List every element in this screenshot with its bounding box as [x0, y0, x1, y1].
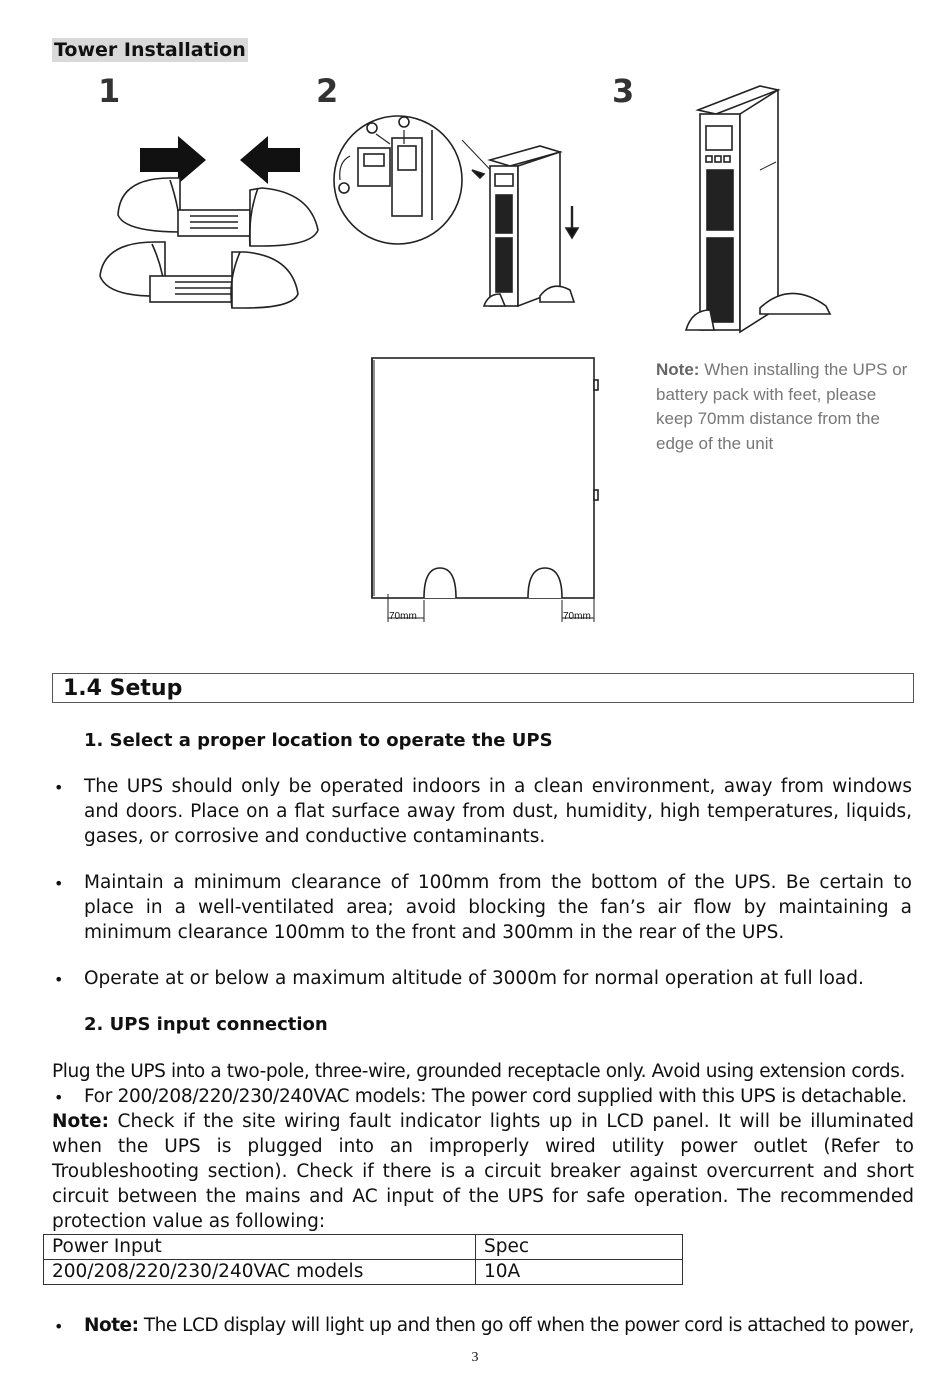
tower-installation-illustration — [0, 70, 950, 640]
push-arrow-left-icon — [240, 136, 300, 184]
ups-tower-unit-step2 — [472, 146, 578, 306]
note-text: When installing the UPS or battery pack with feet, please keep 70mm distance from the edge of the unit — [656, 360, 908, 453]
protection-spec-table — [43, 1234, 683, 1285]
table-header-row — [44, 1235, 683, 1260]
bullet-icon: • — [54, 874, 64, 893]
lcd-note — [84, 1313, 914, 1338]
bullet-icon: • — [54, 778, 64, 797]
section-title-box — [52, 673, 914, 703]
subheading-location: 1. Select a proper location to operate the UPS — [84, 730, 553, 751]
dimension-label-left: 70mm — [389, 611, 417, 622]
table-cell-models: 200/208/220/230/240VAC models — [44, 1260, 476, 1285]
wiring-note — [52, 1109, 914, 1234]
dimension-label-right: 70mm — [563, 611, 591, 622]
foot-stand-pair-bottom — [100, 242, 298, 308]
lcd-note-text: The LCD display will light up and then go off when the power cord is attached to power, — [143, 1315, 914, 1336]
step-number-1: 1 — [98, 72, 121, 110]
installation-note — [656, 358, 916, 456]
bullet-text-altitude: Operate at or below a maximum altitude of 3000m for normal operation at full load. — [84, 968, 864, 989]
tower-installation-heading: Tower Installation — [54, 39, 246, 61]
table-row — [44, 1260, 683, 1285]
panel-detail-zoom — [334, 116, 500, 244]
bullet-icon: • — [54, 1317, 64, 1336]
step-number-2: 2 — [316, 72, 339, 110]
section-title: 1.4 Setup — [63, 676, 183, 701]
table-header-power-input: Power Input — [44, 1235, 476, 1260]
table-header-spec: Spec — [476, 1235, 683, 1260]
table-cell-spec-value: 10A — [476, 1260, 683, 1285]
note-label: Note: — [656, 360, 700, 379]
bullet-text-environment: The UPS should only be operated indoors in a clean environment, away from windows and doors. Place on a flat surface away from dust, humidity, high temperatures, liquids, gases, or corrosive and conductive contaminants. — [84, 776, 912, 847]
ups-tower-unit-step3 — [686, 86, 830, 332]
input-paragraph: Plug the UPS into a two-pole, three-wire, grounded receptacle only. Avoid using extension cords. — [52, 1061, 905, 1082]
page-number: 3 — [471, 1350, 479, 1365]
wiring-note-text: Check if the site wiring fault indicator lights up in LCD panel. It will be illuminated when the UPS is plugged into an improperly wired utility power outlet (Refer to Troubleshooting section). Check if there is a circuit breaker against overcurrent and short circuit between the mains and AC input of the UPS for safe operation. The recommended protection value as following: — [52, 1111, 914, 1232]
push-arrow-right-icon — [140, 136, 206, 184]
bullet-text-power-cord: For 200/208/220/230/240VAC models: The power cord supplied with this UPS is detachable. — [84, 1086, 907, 1107]
wiring-note-label: Note: — [52, 1111, 109, 1132]
bullet-icon: • — [54, 970, 64, 989]
foot-stand-pair-top — [118, 178, 318, 246]
bullet-icon: • — [54, 1088, 64, 1107]
step-number-3: 3 — [612, 72, 635, 110]
subheading-input-connection: 2. UPS input connection — [84, 1014, 328, 1035]
lcd-note-label: Note: — [84, 1315, 139, 1336]
ups-side-view-diagram — [372, 358, 598, 622]
bullet-text-clearance: Maintain a minimum clearance of 100mm from the bottom of the UPS. Be certain to place in a well-ventilated area; avoid blocking the fan’s air flow by maintaining a minimum clearance 100mm to the front and 300mm in the rear of the UPS. — [84, 872, 912, 943]
